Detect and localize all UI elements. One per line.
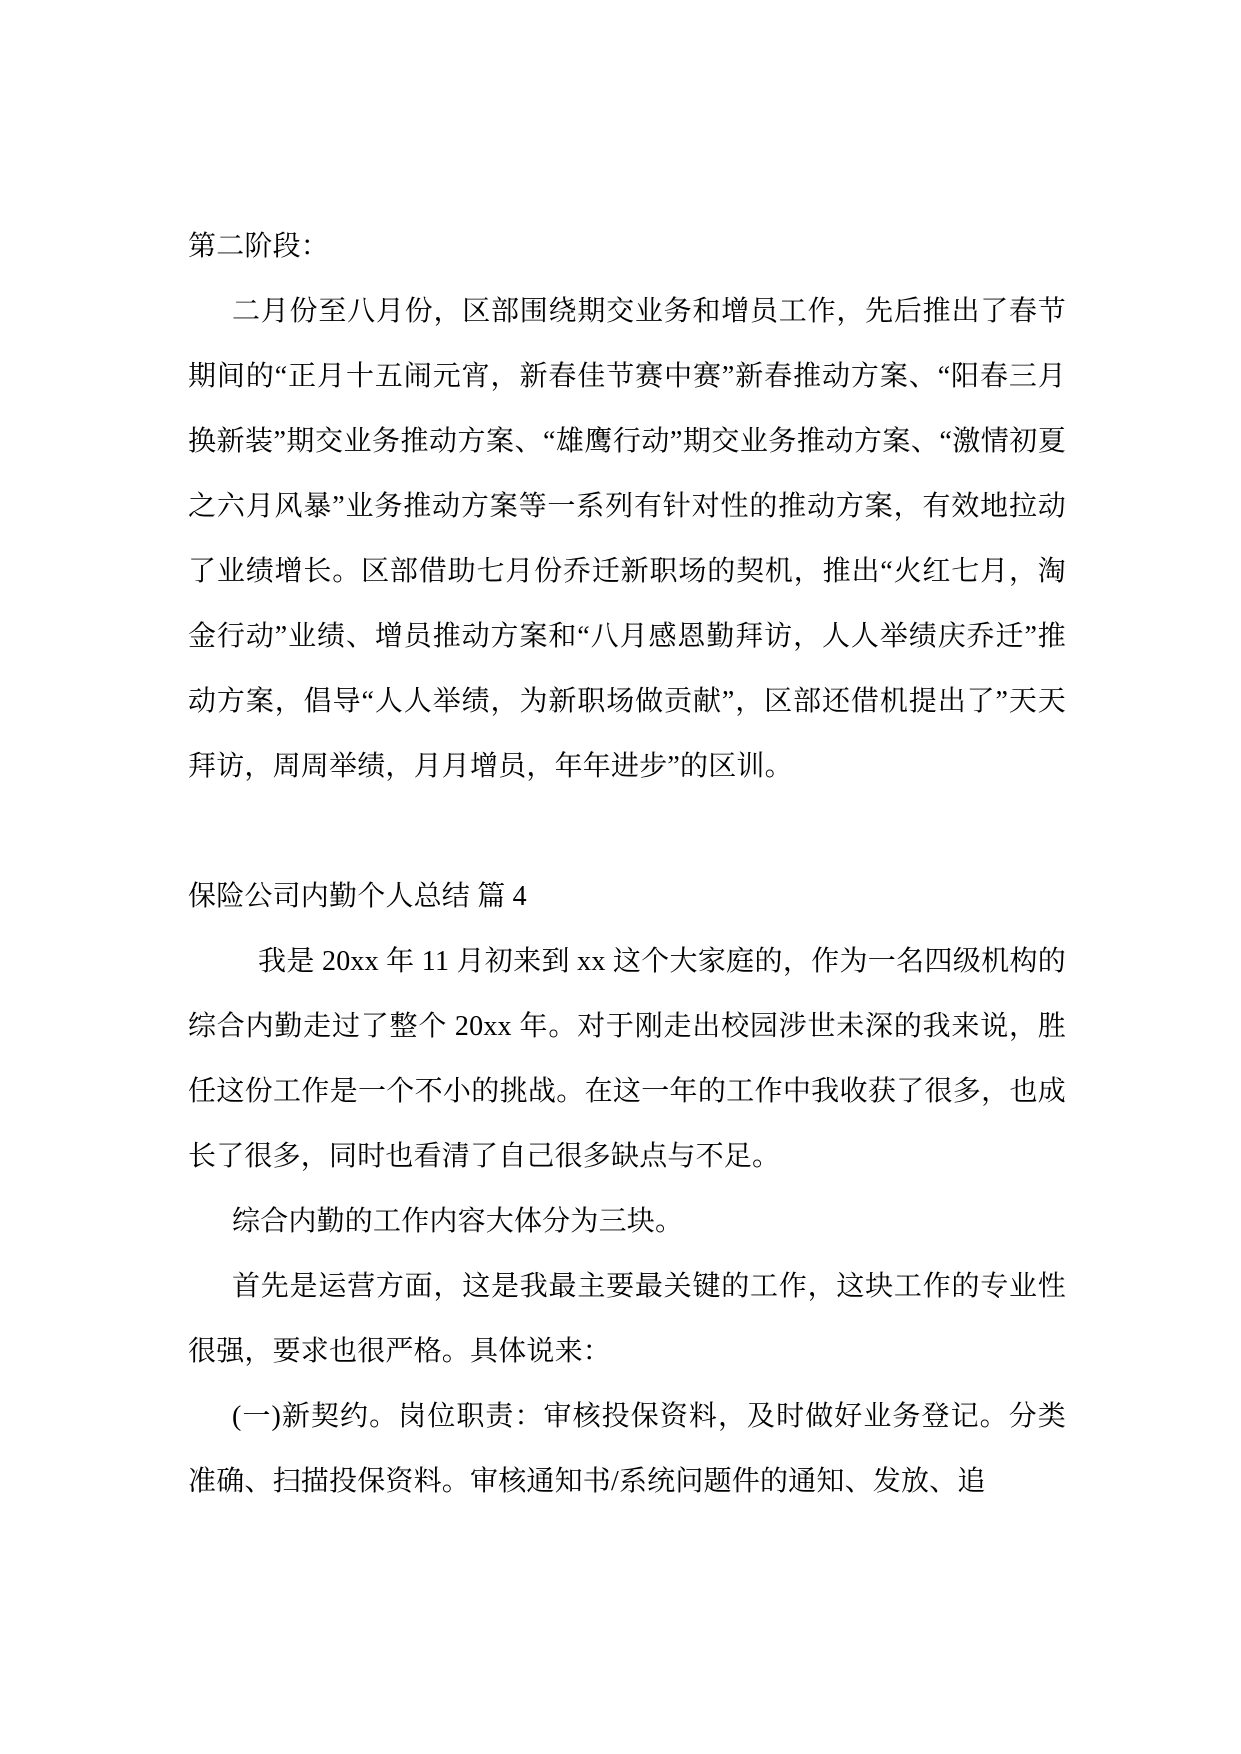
intro-paragraph: 我是 20xx 年 11 月初来到 xx 这个大家庭的，作为一名四级机构的综合内勤走过了整个 20xx 年。对于刚走出校园涉世未深的我来说，胜任这份工作是一个不小的挑战。在这一年的工作中我收获了很多，也成长了很多，同时也看清了自己很多缺点与不足。 bbox=[188, 946, 1066, 1172]
document-text-block bbox=[188, 214, 1066, 1514]
stage-2-body-paragraph: 二月份至八月份，区部围绕期交业务和增员工作，先后推出了春节期间的“正月十五闹元宵，新春佳节赛中赛”新春推动方案、“阳春三月换新装”期交业务推动方案、“雄鹰行动”期交业务推动方案、“激情初夏之六月风暴”业务推动方案等一系列有针对性的推动方案，有效地拉动了业绩增长。区部借助七月份乔迁新职场的契机，推出“火红七月，淘金行动”业绩、增员推动方案和“八月感恩勤拜访，人人举绩庆乔迁”推动方案，倡导“人人举绩，为新职场做贡献”，区部还借机提出了”天天拜访，周周举绩，月月增员，年年进步”的区训。 bbox=[188, 296, 1066, 782]
new-contract-paragraph: (一)新契约。岗位职责：审核投保资料，及时做好业务登记。分类准确、扫描投保资料。审核通知书/系统问题件的通知、发放、追 bbox=[188, 1401, 1066, 1497]
work-content-paragraph: 综合内勤的工作内容大体分为三块。 bbox=[232, 1206, 684, 1237]
stage-2-heading: 第二阶段： bbox=[188, 231, 330, 262]
section-title-part-4: 保险公司内勤个人总结 篇 4 bbox=[188, 881, 527, 912]
operations-paragraph: 首先是运营方面，这是我最主要最关键的工作，这块工作的专业性很强，要求也很严格。具体说来： bbox=[188, 1271, 1066, 1367]
